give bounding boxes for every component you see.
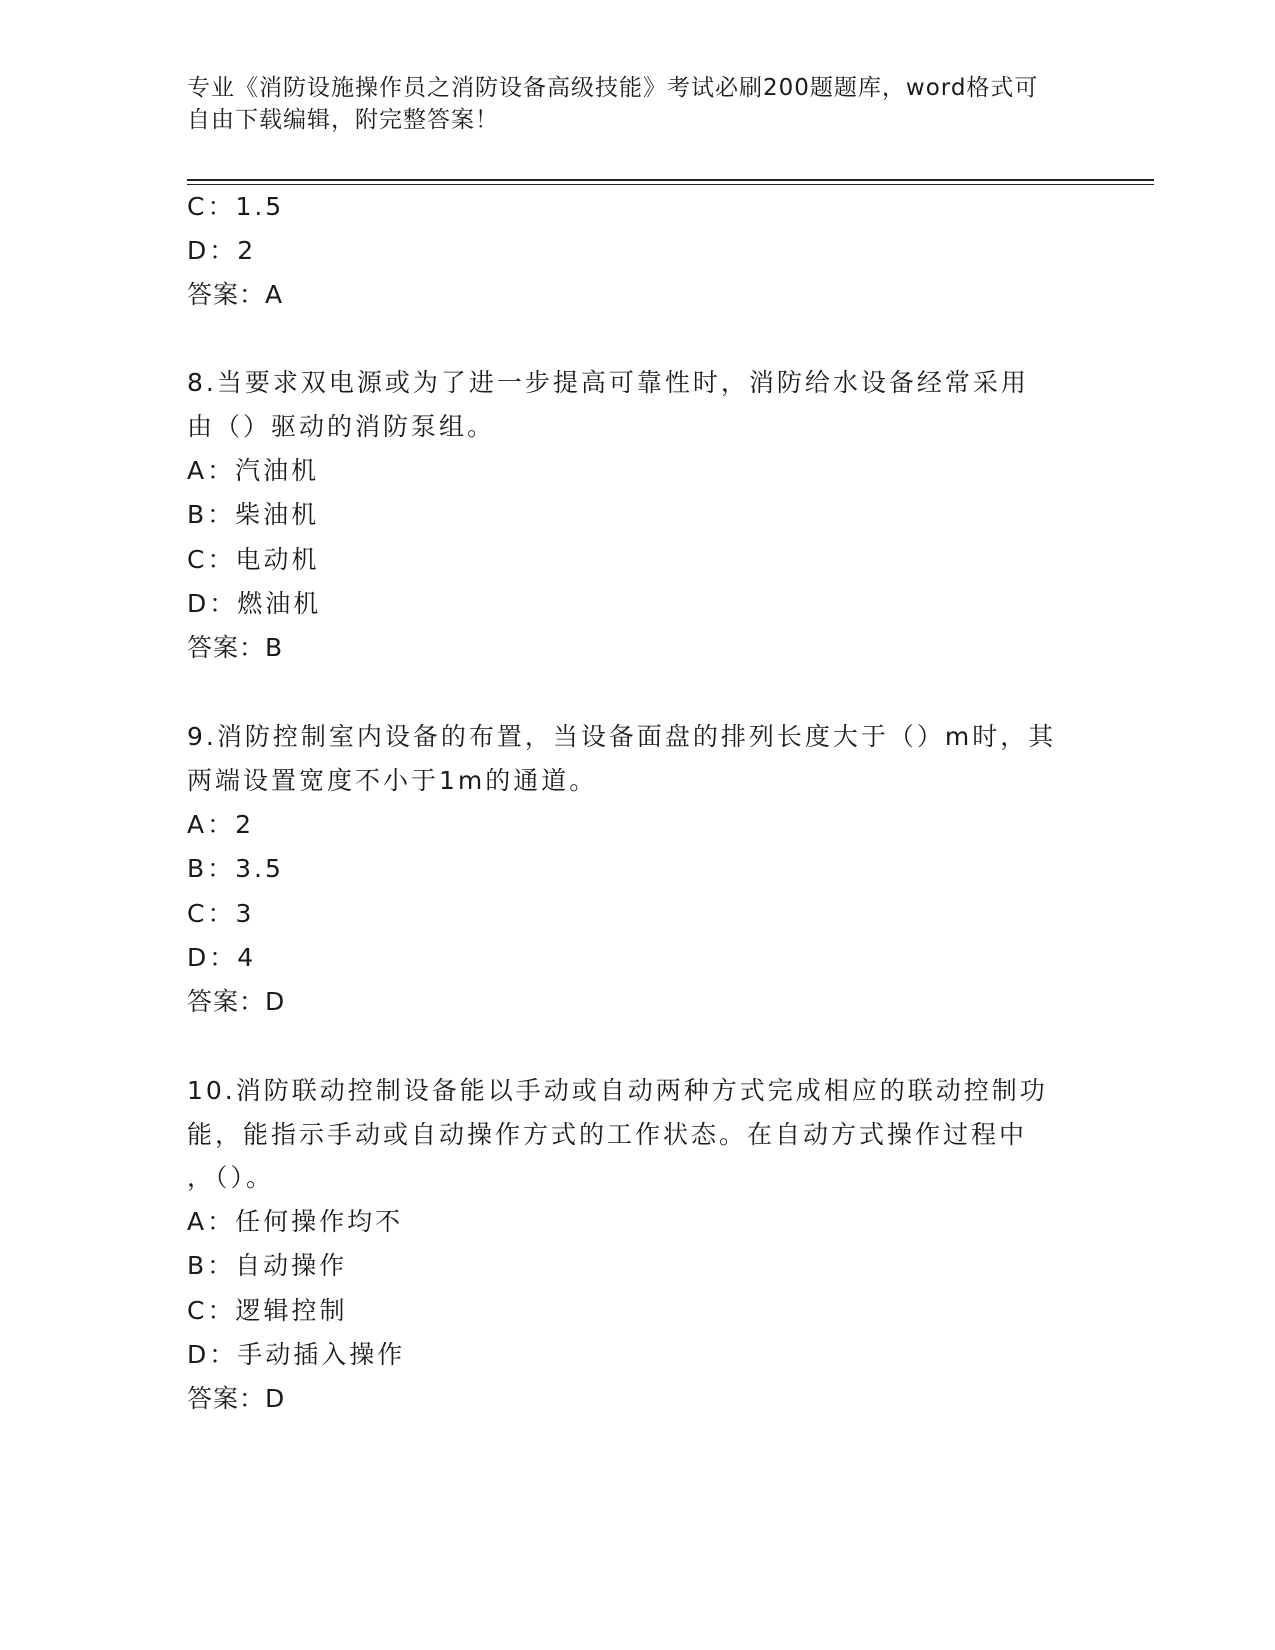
q8-option-d: D：燃油机	[187, 589, 322, 618]
q8-stem-line-1: 8.当要求双电源或为了进一步提高可靠性时，消防给水设备经常采用	[187, 368, 1029, 397]
header-rule-thick	[187, 179, 1154, 181]
q9-answer: 答案：D	[187, 987, 286, 1016]
q8-answer: 答案：B	[187, 633, 284, 662]
document-header	[187, 72, 1067, 136]
header-line-1: 专业《消防设施操作员之消防设备高级技能》考试必刷200题题库，word格式可	[187, 75, 1039, 101]
q9-stem-line-1: 9.消防控制室内设备的布置，当设备面盘的排列长度大于（）m时，其	[187, 722, 1057, 751]
q10-stem-line-1: 10.消防联动控制设备能以手动或自动两种方式完成相应的联动控制功	[187, 1076, 1048, 1105]
q10-option-c: C：逻辑控制	[187, 1296, 348, 1325]
q10-option-d: D：手动插入操作	[187, 1340, 406, 1369]
q10-stem-line-3: ，（）。	[187, 1163, 275, 1192]
q9-option-a: A：2	[187, 810, 255, 839]
prev-answer: 答案：A	[187, 280, 284, 309]
q10-answer: 答案：D	[187, 1384, 286, 1413]
q9-option-c: C：3	[187, 899, 255, 928]
q8-option-c: C：电动机	[187, 545, 320, 574]
q10-option-b: B：自动操作	[187, 1251, 348, 1280]
q8-option-b: B：柴油机	[187, 500, 320, 529]
header-rule-thin	[187, 184, 1154, 185]
header-line-2: 自由下载编辑，附完整答案！	[187, 107, 499, 133]
q9-option-d: D：4	[187, 943, 257, 972]
prev-option-d: D：2	[187, 236, 257, 265]
q8-stem-line-2: 由（）驱动的消防泵组。	[187, 412, 496, 441]
q9-option-b: B：3.5	[187, 854, 284, 883]
q10-stem-line-2: 能，能指示手动或自动操作方式的工作状态。在自动方式操作过程中	[187, 1120, 1028, 1149]
q10-option-a: A：任何操作均不	[187, 1207, 404, 1236]
prev-option-c: C：1.5	[187, 192, 285, 221]
q9-stem-line-2: 两端设置宽度不小于1m的通道。	[187, 766, 598, 795]
q8-option-a: A：汽油机	[187, 456, 320, 485]
